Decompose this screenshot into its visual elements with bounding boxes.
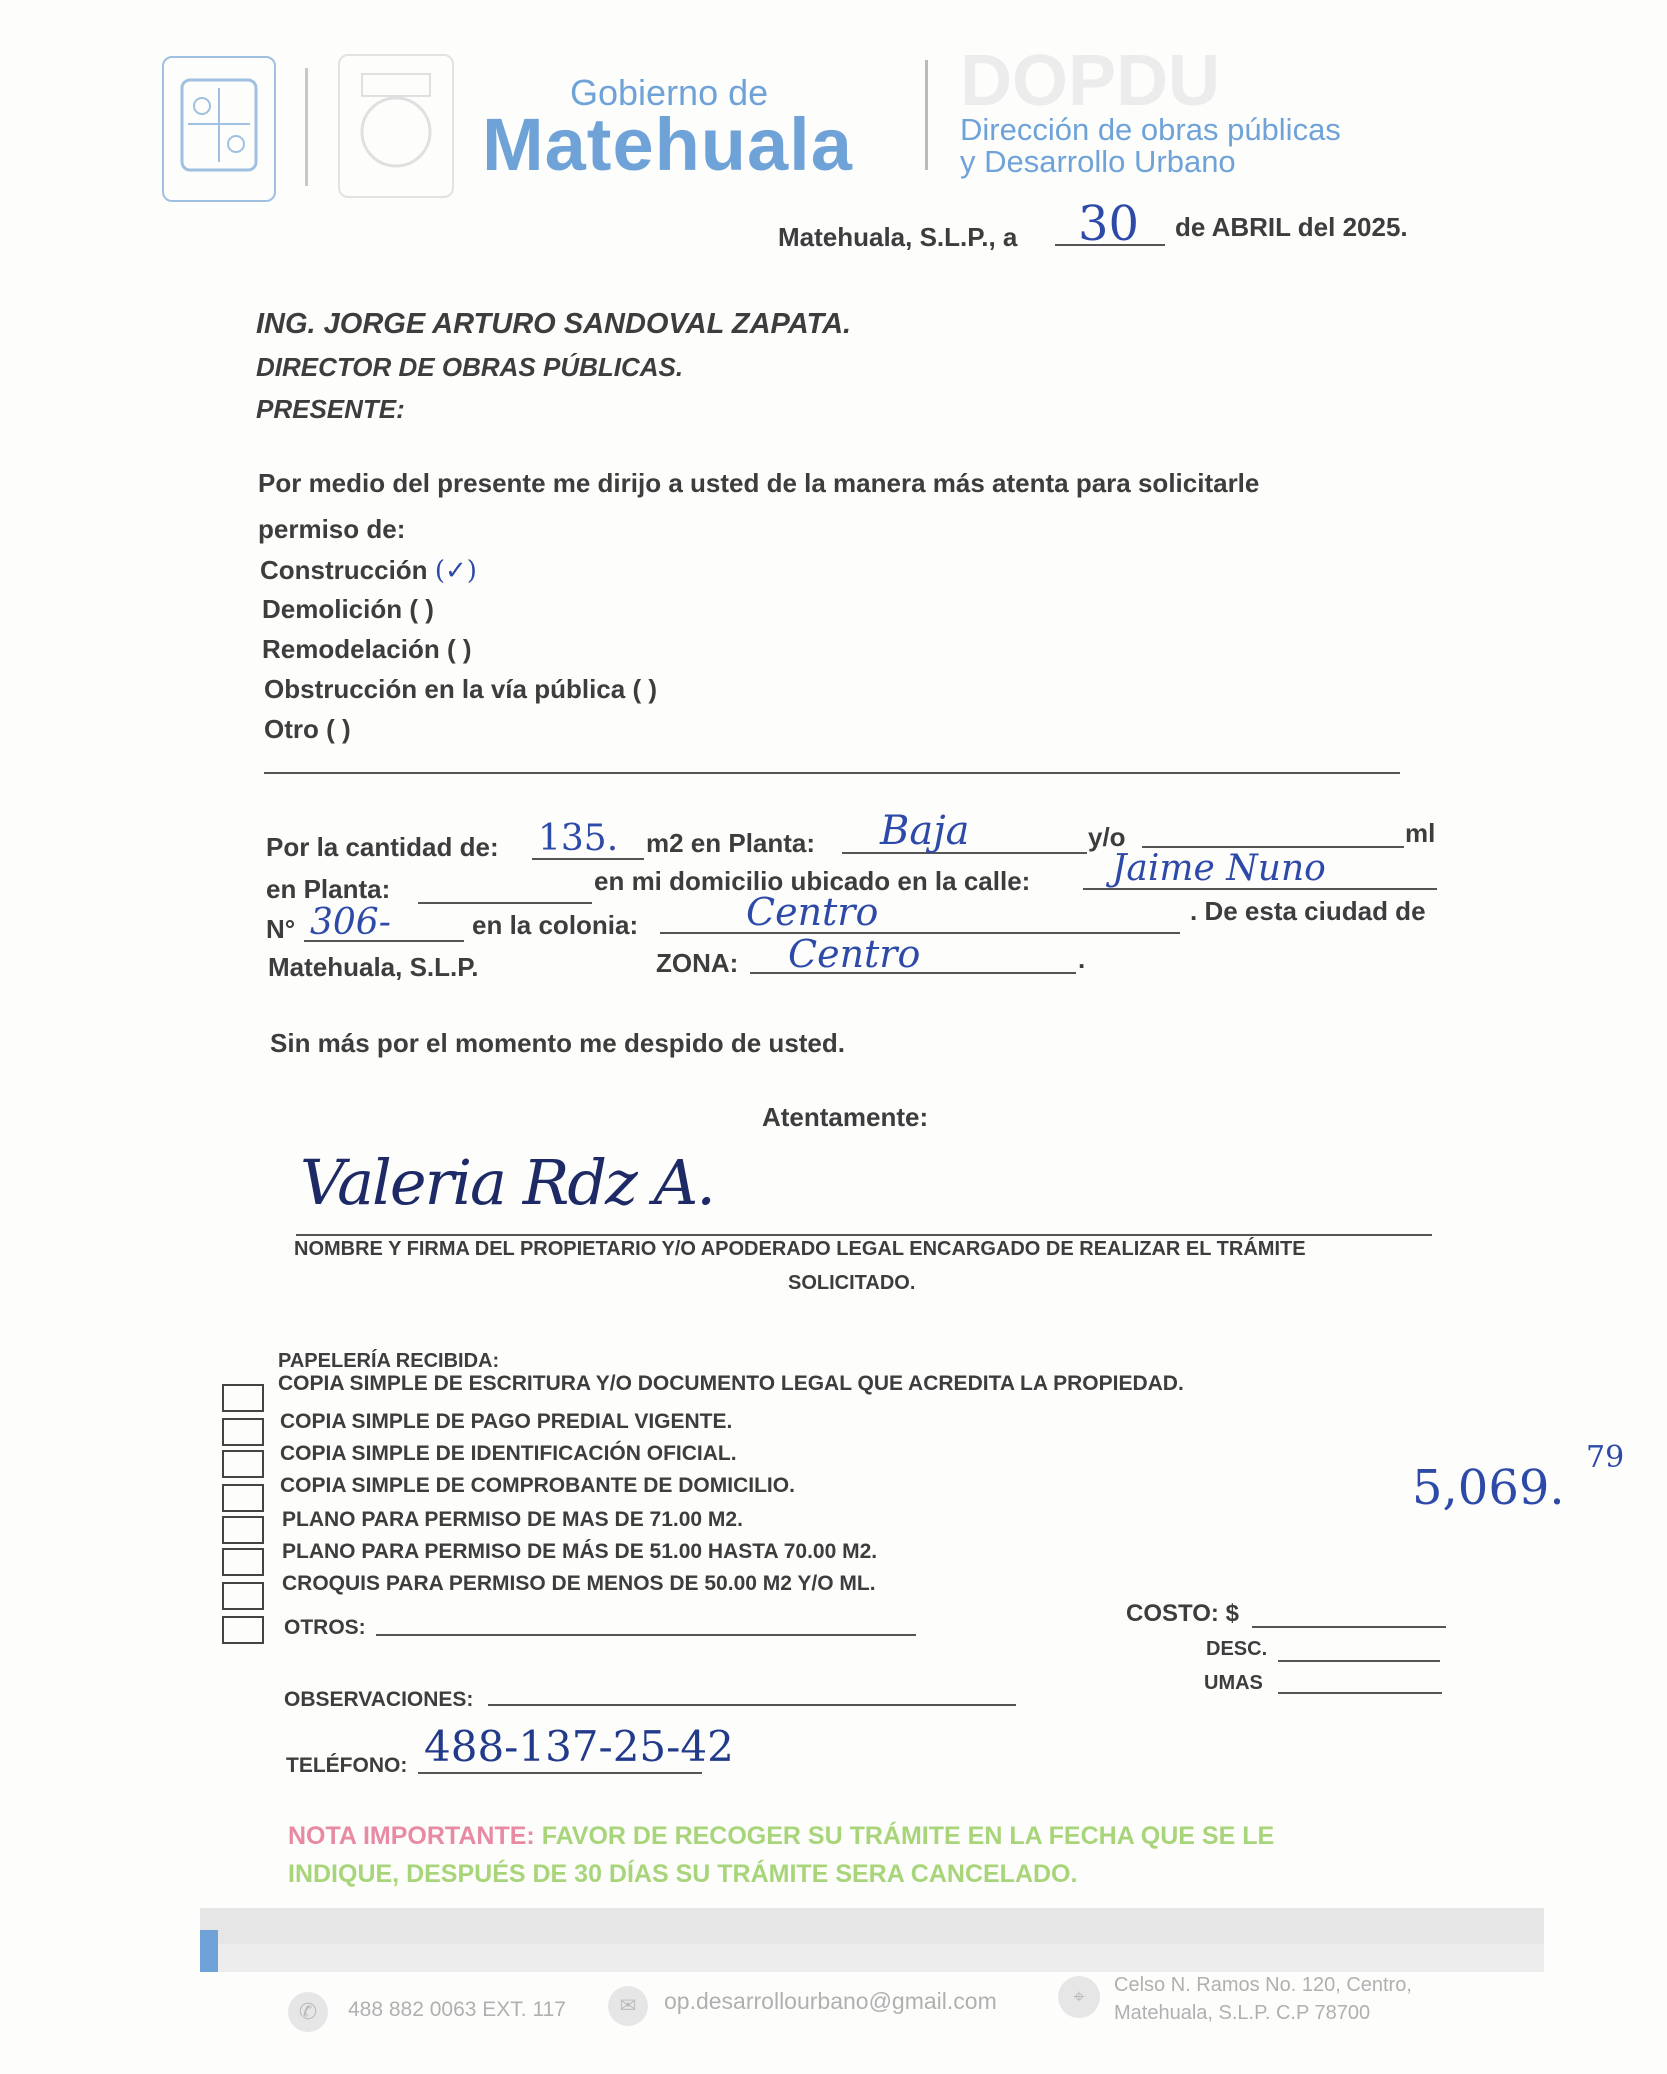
- date-suffix: de ABRIL del 2025.: [1175, 212, 1408, 242]
- desc-label: DESC.: [1206, 1638, 1268, 1660]
- signature-line: [296, 1234, 1432, 1236]
- colonia-value: Centro: [746, 890, 879, 934]
- doc-item: COPIA SIMPLE DE PAGO PREDIAL VIGENTE.: [280, 1410, 733, 1433]
- en-planta-label: en Planta:: [266, 874, 391, 904]
- header-divider-2: [925, 60, 928, 170]
- option-demolicion: [262, 594, 434, 625]
- doc-checkbox[interactable]: [222, 1548, 264, 1576]
- doc-item: CROQUIS PARA PERMISO DE MENOS DE 50.00 M2 Y/O ML.: [282, 1572, 876, 1595]
- observaciones-label: OBSERVACIONES:: [284, 1688, 474, 1711]
- doc-checkbox[interactable]: [222, 1616, 264, 1644]
- gobierno-de-text: Gobierno de: [570, 72, 769, 113]
- option-label: Demolición: [262, 594, 403, 624]
- en-planta-line: [418, 902, 592, 904]
- atentamente-text: Atentamente:: [762, 1102, 929, 1132]
- option-mark: ( ): [632, 674, 657, 704]
- doc-checkbox[interactable]: [222, 1516, 264, 1544]
- domicilio-label: en mi domicilio ubicado en la calle:: [594, 866, 1031, 896]
- option-mark: (✓): [434, 556, 477, 586]
- signature: Valeria Rdz A.: [300, 1146, 714, 1219]
- doc-checkbox[interactable]: [222, 1484, 264, 1512]
- doc-checkbox[interactable]: [222, 1450, 264, 1478]
- telefono-value: 488-137-25-42: [424, 1722, 734, 1771]
- agency-line1: Dirección de obras públicas: [960, 112, 1341, 147]
- option-construccion: [260, 555, 477, 586]
- umas-line: [1278, 1692, 1442, 1694]
- costo-line: [1252, 1626, 1446, 1628]
- option-obstruccion: [264, 674, 657, 705]
- intro-line-2: permiso de:: [258, 514, 406, 544]
- doc-item: COPIA SIMPLE DE COMPROBANTE DE DOMICILIO.: [280, 1474, 795, 1497]
- zona-value: Centro: [788, 932, 921, 976]
- location-icon: ⌖: [1058, 1976, 1100, 2018]
- option-mark: ( ): [446, 634, 472, 664]
- city-logo-text: Matehuala: [482, 103, 853, 186]
- doc-item: OTROS:: [284, 1616, 366, 1639]
- telefono-label: TELÉFONO:: [286, 1754, 408, 1777]
- date-prefix: Matehuala, S.L.P., a: [778, 222, 1018, 252]
- cantidad-value: 135.: [538, 818, 619, 859]
- planta-value: Baja: [880, 808, 970, 854]
- despedida-text: Sin más por el momento me despido de usted.: [270, 1028, 845, 1058]
- intro-line-1: Por medio del presente me dirijo a usted de la manera más atenta para solicitarle: [258, 468, 1260, 498]
- footer-address-1: Celso N. Ramos No. 120, Centro,: [1114, 1974, 1412, 1996]
- option-label: Construcción: [260, 555, 428, 585]
- nota-text-2: INDIQUE, DESPUÉS DE 30 DÍAS SU TRÁMITE SERA CANCELADO.: [288, 1860, 1078, 1888]
- addressee-presente: PRESENTE:: [256, 394, 405, 424]
- ml-label: ml: [1405, 818, 1436, 848]
- otro-line: [264, 772, 1400, 774]
- doc-checkbox[interactable]: [222, 1418, 264, 1446]
- firma-caption-2: SOLICITADO.: [788, 1272, 916, 1294]
- desc-line: [1278, 1660, 1440, 1662]
- footer-email[interactable]: op.desarrollourbano@gmail.com: [664, 1988, 997, 2014]
- doc-item: PLANO PARA PERMISO DE MAS DE 71.00 M2.: [282, 1508, 743, 1531]
- doc-item: COPIA SIMPLE DE ESCRITURA Y/O DOCUMENTO LEGAL QUE ACREDITA LA PROPIEDAD.: [278, 1372, 1184, 1395]
- calle-value: Jaime Nuno: [1112, 848, 1326, 889]
- header-divider: [305, 68, 308, 186]
- footer-phone: 488 882 0063 EXT. 117: [348, 1998, 566, 2021]
- numero-label: N°: [266, 914, 296, 944]
- zona-dot: .: [1078, 944, 1086, 974]
- option-mark: ( ): [326, 714, 351, 744]
- nota-label: NOTA IMPORTANTE:: [288, 1822, 535, 1850]
- option-label: Remodelación: [262, 634, 440, 664]
- doc-checkbox[interactable]: [222, 1582, 264, 1610]
- email-icon: ✉: [608, 1986, 648, 2026]
- papeleria-title: PAPELERÍA RECIBIDA:: [278, 1350, 500, 1372]
- umas-label: UMAS: [1204, 1672, 1263, 1694]
- option-remodelacion: [262, 634, 472, 665]
- municipal-seal: [162, 56, 276, 202]
- doc-item: PLANO PARA PERMISO DE MÁS DE 51.00 HASTA 70.00 M2.: [282, 1540, 878, 1563]
- otros-line: [376, 1634, 916, 1636]
- handwritten-amount: 5,069.: [1412, 1460, 1565, 1516]
- m2-planta-label: m2 en Planta:: [646, 828, 816, 858]
- option-label: Obstrucción en la vía pública: [264, 674, 626, 704]
- colonia-label: en la colonia:: [472, 910, 639, 940]
- footer-bar-accent: [200, 1930, 218, 1972]
- option-otro: [264, 714, 351, 745]
- addressee-name: ING. JORGE ARTURO SANDOVAL ZAPATA.: [256, 308, 852, 340]
- observaciones-line: [488, 1704, 1016, 1706]
- matehuala-text: Matehuala, S.L.P.: [268, 952, 479, 982]
- zona-label: ZONA:: [656, 948, 739, 978]
- nota-line-1: [288, 1822, 1274, 1851]
- agency-line2: y Desarrollo Urbano: [960, 144, 1236, 179]
- footer-bar: [200, 1908, 1544, 1944]
- yo-label: y/o: [1088, 822, 1126, 852]
- addressee-title: DIRECTOR DE OBRAS PÚBLICAS.: [256, 352, 684, 382]
- costo-label: COSTO: $: [1126, 1600, 1239, 1627]
- cantidad-label: Por la cantidad de:: [266, 832, 499, 862]
- numero-value: 306-: [310, 902, 391, 943]
- agency-acronym: DOPDU: [960, 41, 1221, 121]
- handwritten-cents: 79: [1586, 1440, 1625, 1475]
- telefono-line: [418, 1772, 702, 1774]
- footer-bar-lower: [218, 1944, 1544, 1972]
- option-label: Otro: [264, 714, 319, 744]
- firma-caption-1: NOMBRE Y FIRMA DEL PROPIETARIO Y/O APODERADO LEGAL ENCARGADO DE REALIZAR EL TRÁMITE: [294, 1238, 1306, 1260]
- phone-icon: ✆: [288, 1992, 328, 2032]
- ciudad-text: . De esta ciudad de: [1190, 896, 1426, 926]
- footer-address-2: Matehuala, S.L.P. C.P 78700: [1114, 2002, 1371, 2024]
- doc-item: COPIA SIMPLE DE IDENTIFICACIÓN OFICIAL.: [280, 1442, 737, 1465]
- nota-text-1: FAVOR DE RECOGER SU TRÁMITE EN LA FECHA QUE SE LE: [541, 1822, 1275, 1850]
- faded-seal: [338, 54, 454, 198]
- date-day: 30: [1078, 196, 1140, 252]
- option-mark: ( ): [409, 594, 434, 624]
- doc-checkbox[interactable]: [222, 1384, 264, 1412]
